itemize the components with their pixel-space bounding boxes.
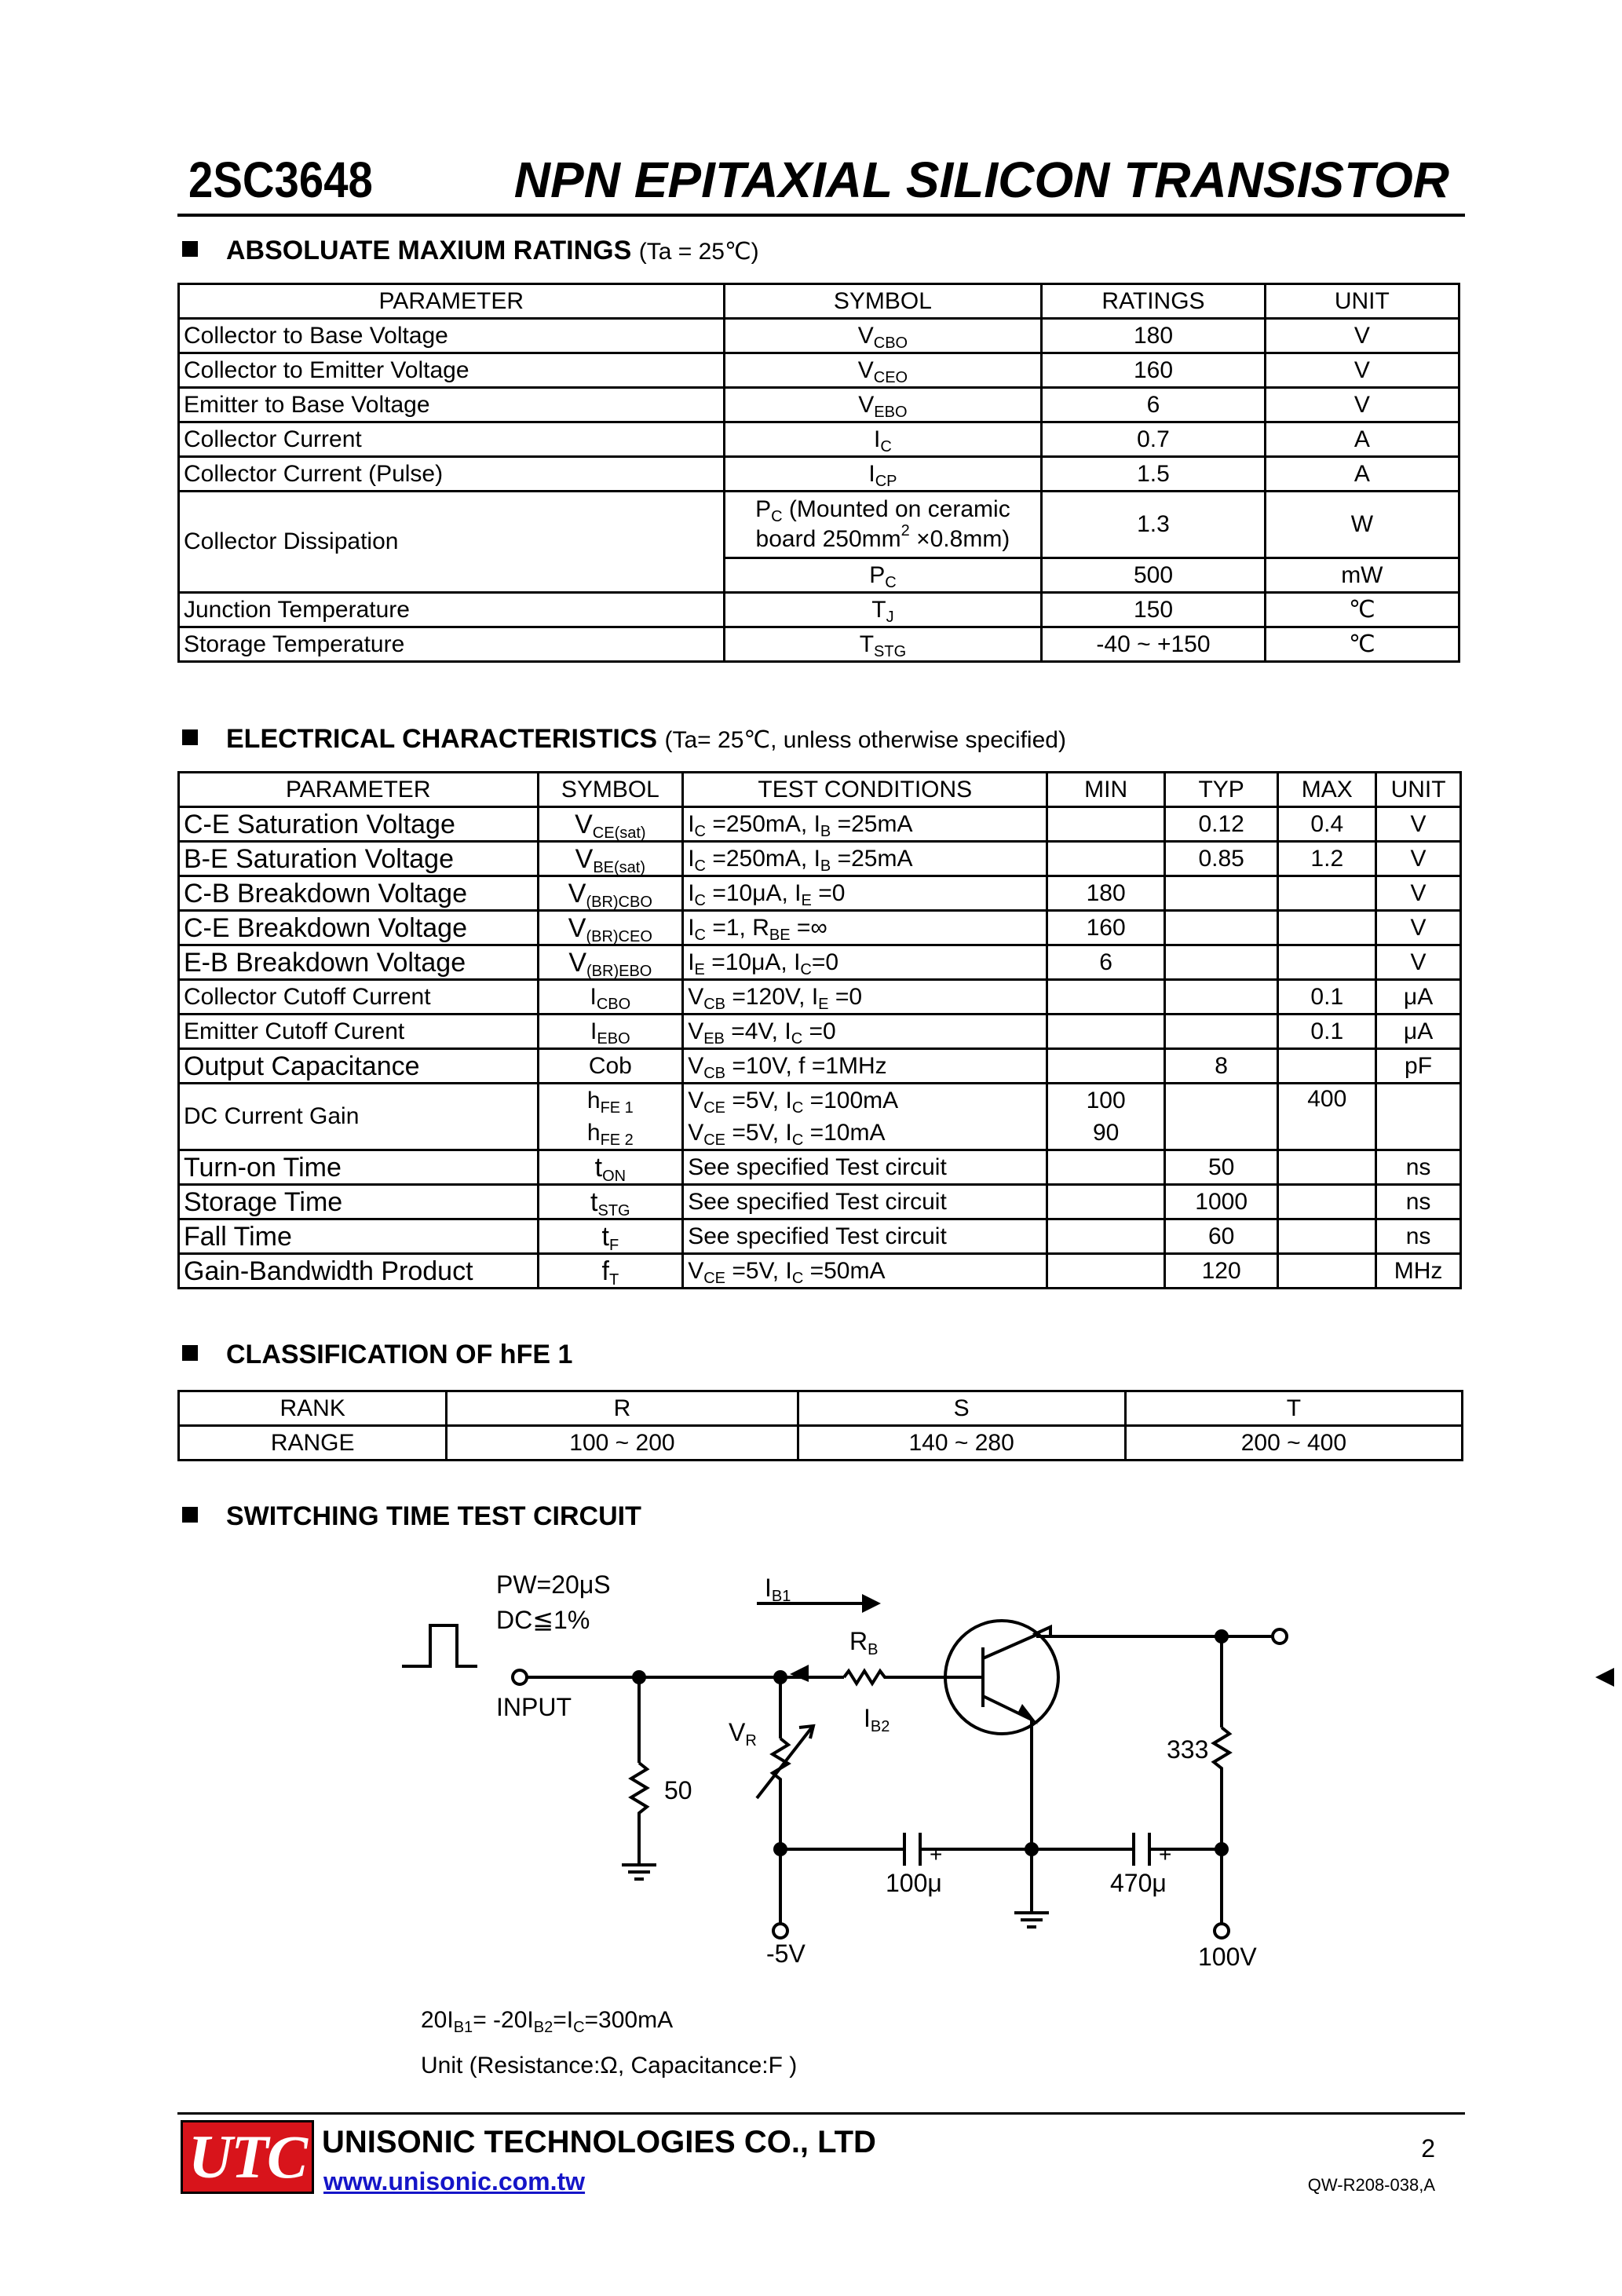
unit-cell: mW (1265, 558, 1459, 593)
class-cell: 100 ~ 200 (447, 1426, 798, 1461)
max-cell: 1.2 (1278, 842, 1376, 876)
rating-cell: 150 (1042, 593, 1265, 627)
column-header: SYMBOL (724, 284, 1042, 319)
typ-cell: 50 (1164, 1150, 1278, 1185)
typ-cell: 1000 (1164, 1185, 1278, 1219)
min-cell: 100 (1047, 1084, 1164, 1117)
parameter-cell: Emitter to Base Voltage (179, 388, 725, 422)
rating-cell: 180 (1042, 319, 1265, 353)
test-condition-cell: $I_E =10\mu A$, $I_C=0$ (683, 945, 1047, 980)
parameter-cell: C-B Breakdown Voltage (179, 876, 539, 911)
symbol-cell: $V_{BE(sat)}$ (538, 842, 683, 876)
class-cell: T (1125, 1391, 1462, 1426)
vr-label: $V_R$ (729, 1718, 757, 1749)
pos-supply-label: 100V (1198, 1943, 1257, 1971)
max-cell: 0.1 (1278, 980, 1376, 1015)
symbol-cell: $V_{CBO}$ (724, 319, 1042, 353)
unit-cell: A (1265, 457, 1459, 492)
unit-cell: W (1265, 492, 1459, 558)
min-cell: 160 (1047, 911, 1164, 945)
symbol-cell: $t_{ON}$ (538, 1150, 683, 1185)
parameter-cell: Collector to Base Voltage (179, 319, 725, 353)
unit-cell: V (1376, 842, 1461, 876)
column-header: TYP (1164, 773, 1278, 807)
symbol-cell: $h_{FE 1}$ (538, 1084, 683, 1117)
parameter-cell: Output Capacitance (179, 1049, 539, 1084)
unit-cell: μA (1376, 1015, 1461, 1049)
class-cell: RANGE (179, 1426, 447, 1461)
r50-label: 50 (664, 1776, 692, 1804)
website-link[interactable]: www.unisonic.com.tw (323, 2167, 586, 2195)
parameter-cell: Fall Time (179, 1219, 539, 1254)
parameter-cell: Collector Dissipation (179, 492, 725, 593)
parameter-cell: Storage Temperature (179, 627, 725, 662)
test-condition-cell: $V_{CE} =5V$, $I_C =50mA$ (683, 1254, 1047, 1289)
symbol-cell: $P_C$ (Mounted on ceramic board $250mm^2 \times 0.8mm$) (724, 492, 1042, 558)
symbol-cell: $I_{CP}$ (724, 457, 1042, 492)
unit-cell: A (1265, 422, 1459, 457)
parameter-cell: Junction Temperature (179, 593, 725, 627)
unit-cell: ℃ (1265, 593, 1459, 627)
parameter-cell: Collector Cutoff Current (179, 980, 539, 1015)
circuit-section-title: SWITCHING TIME TEST CIRCUIT (226, 1501, 641, 1531)
parameter-cell: Gain-Bandwidth Product (179, 1254, 539, 1289)
typ-cell: 60 (1164, 1219, 1278, 1254)
rating-cell: -40 ~ +150 (1042, 627, 1265, 662)
abs-section-condition: (Ta = 25℃) (638, 239, 759, 265)
ib1-label: $I_{B1}$ (765, 1574, 791, 1605)
unit-cell: ℃ (1265, 627, 1459, 662)
class-cell: S (798, 1391, 1125, 1426)
unit-cell: ns (1376, 1185, 1461, 1219)
symbol-cell: $T_{STG}$ (724, 627, 1042, 662)
parameter-cell: Emitter Cutoff Curent (179, 1015, 539, 1049)
rating-cell: 500 (1042, 558, 1265, 593)
unit-cell: pF (1376, 1049, 1461, 1084)
class-cell: RANK (179, 1391, 447, 1426)
test-condition-cell: $I_C =250mA$, $I_B =25mA$ (683, 807, 1047, 842)
test-condition-cell: $V_{CE} =5V$, $I_C =10mA$ (683, 1117, 1047, 1150)
elec-section-condition: (Ta= 25℃, unless otherwise specified) (664, 727, 1066, 753)
c470-plus: + (1159, 1842, 1172, 1866)
pw-label: PW=20μS (496, 1570, 611, 1599)
symbol-cell: $f_T$ (538, 1254, 683, 1289)
test-condition-cell: $I_C =250mA$, $I_B =25mA$ (683, 842, 1047, 876)
input-label: INPUT (496, 1693, 572, 1721)
symbol-cell: $P_C$ (724, 558, 1042, 593)
rating-cell: 1.3 (1042, 492, 1265, 558)
unit-cell: V (1265, 353, 1459, 388)
column-header: UNIT (1376, 773, 1461, 807)
unit-cell: V (1265, 319, 1459, 353)
column-header: TEST CONDITIONS (683, 773, 1047, 807)
unit-cell: V (1376, 807, 1461, 842)
unit-cell: V (1376, 876, 1461, 911)
symbol-cell: $V_{(BR)CBO}$ (538, 876, 683, 911)
utc-logo: UTC (181, 2120, 314, 2194)
neg-supply-label: -5V (766, 1940, 806, 1968)
min-cell: 6 (1047, 945, 1164, 980)
unit-cell: ns (1376, 1150, 1461, 1185)
symbol-cell: $I_{CBO}$ (538, 980, 683, 1015)
typ-cell: 8 (1164, 1049, 1278, 1084)
company-name: UNISONIC TECHNOLOGIES CO., LTD (322, 2125, 876, 2159)
parameter-cell: C-E Breakdown Voltage (179, 911, 539, 945)
symbol-cell: $T_J$ (724, 593, 1042, 627)
column-header: MIN (1047, 773, 1164, 807)
typ-cell: 120 (1164, 1254, 1278, 1289)
abs-section-title: ABSOLUATE MAXIUM RATINGS (226, 236, 632, 265)
max-cell: 0.4 (1278, 807, 1376, 842)
class-cell: 140 ~ 280 (798, 1426, 1125, 1461)
symbol-cell: $V_{(BR)CEO}$ (538, 911, 683, 945)
test-condition-cell: $V_{CB} =10V$, f =1MHz (683, 1049, 1047, 1084)
c470-label: 470μ (1110, 1869, 1167, 1897)
rating-cell: 1.5 (1042, 457, 1265, 492)
unit-cell: ns (1376, 1219, 1461, 1254)
rating-cell: 6 (1042, 388, 1265, 422)
document-number: QW-R208-038,A (1307, 2175, 1435, 2195)
dc-label: DC≦1% (496, 1606, 590, 1634)
min-cell: 90 (1047, 1117, 1164, 1150)
unit-cell: MHz (1376, 1254, 1461, 1289)
r333-label: 333 (1167, 1735, 1209, 1764)
test-condition-cell: $V_{EB} =4V$, $I_C =0$ (683, 1015, 1047, 1049)
max-cell: 400 (1278, 1084, 1376, 1150)
parameter-cell: Collector to Emitter Voltage (179, 353, 725, 388)
typ-cell: 0.85 (1164, 842, 1278, 876)
class-cell: 200 ~ 400 (1125, 1426, 1462, 1461)
test-condition-cell: $V_{CE} =5V$, $I_C =100mA$ (683, 1084, 1047, 1117)
page-number: 2 (1421, 2134, 1435, 2163)
symbol-cell: $t_F$ (538, 1219, 683, 1254)
rb-label: $R_B$ (849, 1627, 879, 1658)
ib2-label: $I_{B2}$ (864, 1704, 890, 1735)
symbol-cell: $t_{STG}$ (538, 1185, 683, 1219)
test-condition-cell: $I_C =1$, $R_{BE}$ =∞ (683, 911, 1047, 945)
symbol-cell: Cob (538, 1049, 683, 1084)
symbol-cell: $V_{CEO}$ (724, 353, 1042, 388)
symbol-cell: $I_C$ (724, 422, 1042, 457)
test-condition-cell: $V_{CB} =120V$, $I_E =0$ (683, 980, 1047, 1015)
c100-plus: + (930, 1842, 943, 1866)
class-cell: R (447, 1391, 798, 1426)
parameter-cell: Storage Time (179, 1185, 539, 1219)
parameter-cell: DC Current Gain (179, 1084, 539, 1150)
symbol-cell: $V_{CE(sat)}$ (538, 807, 683, 842)
test-condition-cell: $I_C =10\mu A$, $I_E =0$ (683, 876, 1047, 911)
typ-cell: 0.12 (1164, 807, 1278, 842)
unit-cell: V (1376, 911, 1461, 945)
current-equation: $20I_{B1}= -20I_{B2}=I_C=300mA$ (421, 2007, 674, 2036)
parameter-cell: B-E Saturation Voltage (179, 842, 539, 876)
footer-rule (177, 2112, 1465, 2115)
elec-section-title: ELECTRICAL CHARACTERISTICS (226, 724, 658, 754)
c100-label: 100μ (886, 1869, 942, 1897)
column-header: PARAMETER (179, 284, 725, 319)
unit-cell: V (1265, 388, 1459, 422)
parameter-cell: E-B Breakdown Voltage (179, 945, 539, 980)
parameter-cell: Turn-on Time (179, 1150, 539, 1185)
part-number: 2SC3648 (188, 152, 373, 208)
rating-cell: 160 (1042, 353, 1265, 388)
column-header: RATINGS (1042, 284, 1265, 319)
test-condition-cell: See specified Test circuit (683, 1150, 1047, 1185)
column-header: SYMBOL (538, 773, 683, 807)
unit-note: Unit (Resistance:Ω, Capacitance:F ) (421, 2053, 798, 2078)
parameter-cell: Collector Current (Pulse) (179, 457, 725, 492)
test-condition-cell: See specified Test circuit (683, 1185, 1047, 1219)
max-cell: 0.1 (1278, 1015, 1376, 1049)
symbol-cell: $V_{(BR)EBO}$ (538, 945, 683, 980)
column-header: UNIT (1265, 284, 1459, 319)
unit-cell: μA (1376, 980, 1461, 1015)
rating-cell: 0.7 (1042, 422, 1265, 457)
symbol-cell: $I_{EBO}$ (538, 1015, 683, 1049)
symbol-cell: $h_{FE 2}$ (538, 1117, 683, 1150)
parameter-cell: Collector Current (179, 422, 725, 457)
document-title: NPN EPITAXIAL SILICON TRANSISTOR (513, 152, 1449, 208)
symbol-cell: $V_{EBO}$ (724, 388, 1042, 422)
parameter-cell: C-E Saturation Voltage (179, 807, 539, 842)
column-header: MAX (1278, 773, 1376, 807)
test-condition-cell: See specified Test circuit (683, 1219, 1047, 1254)
unit-cell: V (1376, 945, 1461, 980)
min-cell: 180 (1047, 876, 1164, 911)
class-section-title: CLASSIFICATION OF hFE 1 (226, 1340, 573, 1369)
column-header: PARAMETER (179, 773, 539, 807)
